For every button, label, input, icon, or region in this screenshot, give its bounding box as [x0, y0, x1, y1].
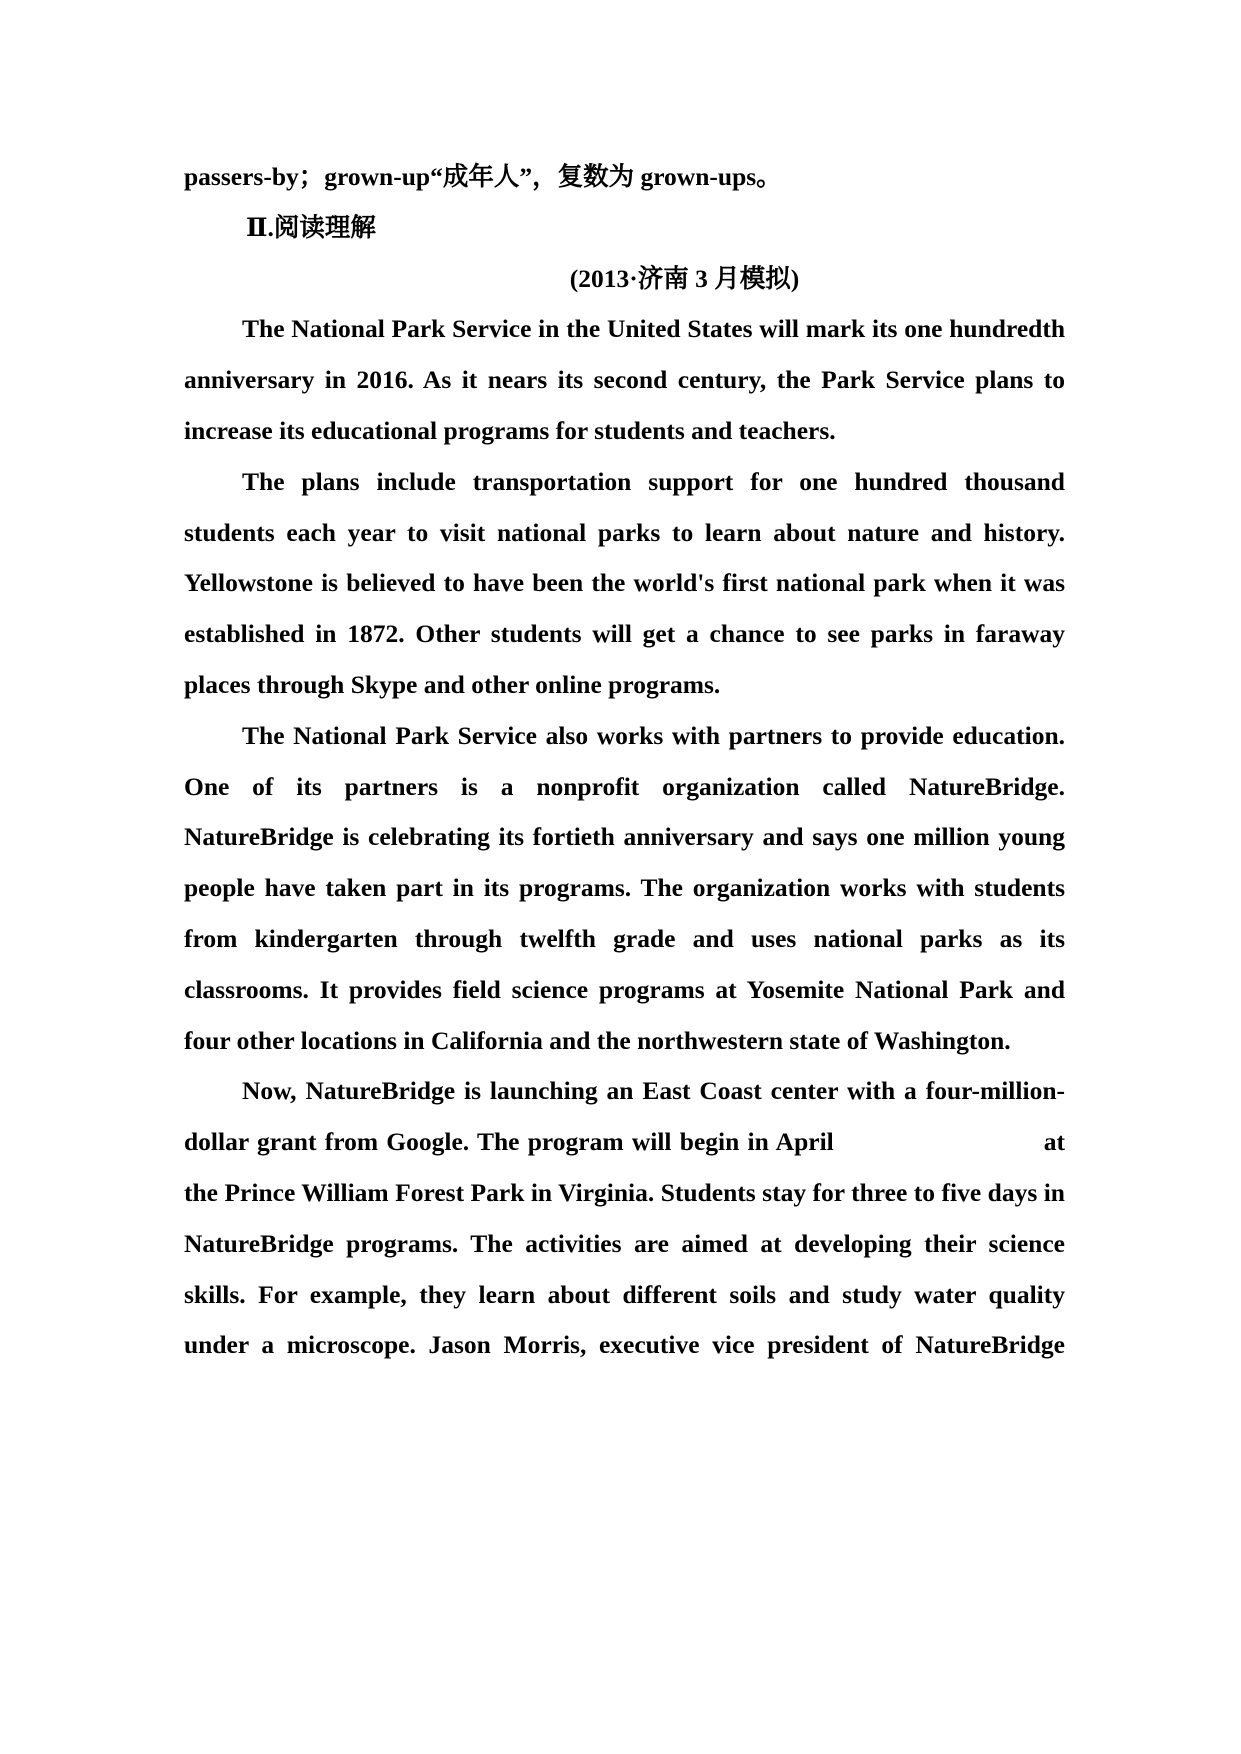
paragraph-4-part-2: at the Prince William Forest Park in Virginia. Students stay for three to five days in NatureBridge programs. The activities are aimed at developing their science skills. For example, they learn about different soils and study water quality under a microscope. Jason Morris, executive vice president of NatureBridge [184, 1127, 1065, 1360]
paragraph-4-part-1: Now, NatureBridge is launching an East Coast center with a four-million-dollar grant from Google. The program will begin in April [184, 1076, 1065, 1157]
source-citation: (2013·济南 3 月模拟) [569, 263, 800, 293]
paragraph-2: The plans include transportation support for one hundred thousand students each year to visit national parks to learn about nature and history. Yellowstone is believed to have been the world's first national park when it was established in 1872. Other students will get a chance to see parks in faraway places through Skype and other online programs. [184, 466, 1065, 699]
section-heading: Ⅱ.阅读理解 [246, 212, 376, 242]
paragraph-4 [184, 1066, 1065, 1371]
paragraph-3: The National Park Service also works with partners to provide education. One of its partners is a nonprofit organization called NatureBridge. NatureBridge is celebrating its fortieth anniversary and says one million young people have taken part in its programs. The organization works with students from kindergarten through twelfth grade and uses national parks as its classrooms. It provides field science programs at Yosemite National Park and four other locations in California and the northwestern state of Washington. [184, 720, 1065, 1055]
intro-line: passers-by；grown-up“成年人”，复数为 grown-ups。 [184, 162, 782, 191]
paragraph-1: The National Park Service in the United States will mark its one hundredth anniversary in 2016. As it nears its second century, the Park Service plans to increase its educational programs for students and teachers. [184, 314, 1065, 445]
document-page [184, 152, 1065, 1371]
